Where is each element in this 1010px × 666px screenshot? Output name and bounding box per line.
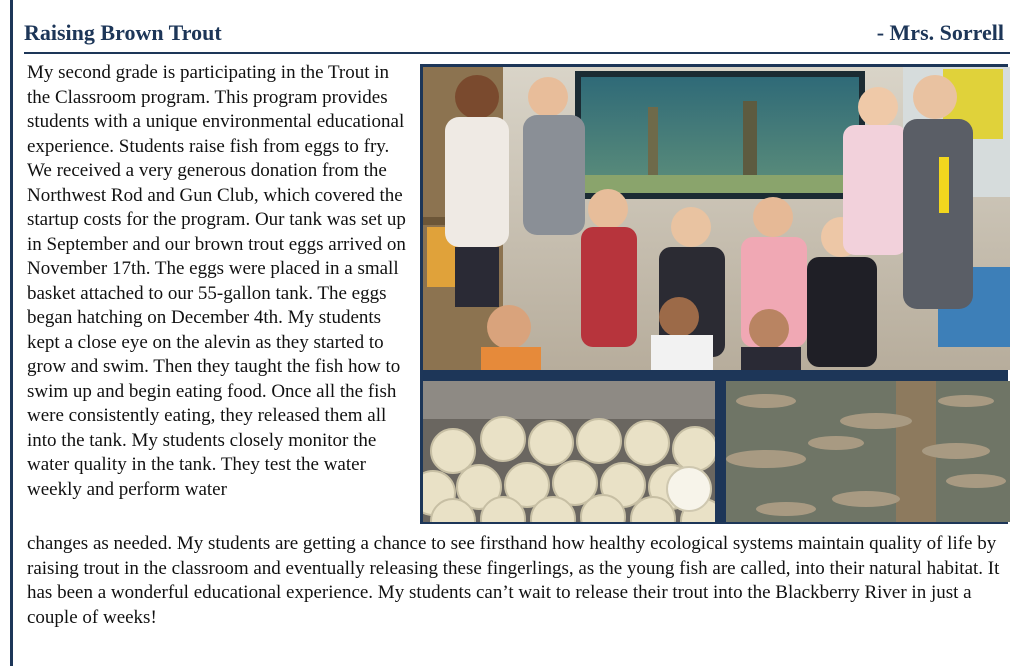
header-divider [24, 52, 1010, 54]
article-header [24, 20, 1008, 50]
article-body-column [27, 61, 415, 502]
trout-fingerlings-photo [726, 381, 1010, 522]
article-title: Raising Brown Trout [24, 20, 222, 45]
trout-eggs-photo [423, 381, 715, 522]
left-border-rule [10, 0, 13, 666]
body-paragraph-start: My second grade is participating in the Trout in the Classroom program. This program provides students with a unique environmental educational experience. Students raise fish from eggs to fry. We received a very generous donation from the Northwest Rod and Gun Club, which covered the startup costs for the program. Our tank was set up in September and our brown trout eggs arrived on November 17th. The eggs were placed in a small basket attached to our 55-gallon tank. The eggs began hatching on December 4th. My students kept a close eye on the alevin as they started to grow and swim. Then they taught the fish how to swim up and begin eating food. Once all the fish were consistently eating, they released them all into the tank. My students closely monitor the water quality in the tank. They test the water weekly and perform water [27, 62, 406, 500]
article-author: - Mrs. Sorrell [876, 20, 1004, 45]
article-body-wide [27, 532, 1002, 630]
body-paragraph-end: changes as needed. My students are getting a chance to see firsthand how healthy ecological systems maintain quality of life by raising trout in the classroom and eventually releasing these fingerlings, as the young fish are called, into their natural habitat. It has been a wonderful educational experience. My students can’t wait to release their trout into the Blackberry River in just a couple of weeks! [27, 533, 1000, 628]
classroom-students-photo [423, 67, 1010, 370]
